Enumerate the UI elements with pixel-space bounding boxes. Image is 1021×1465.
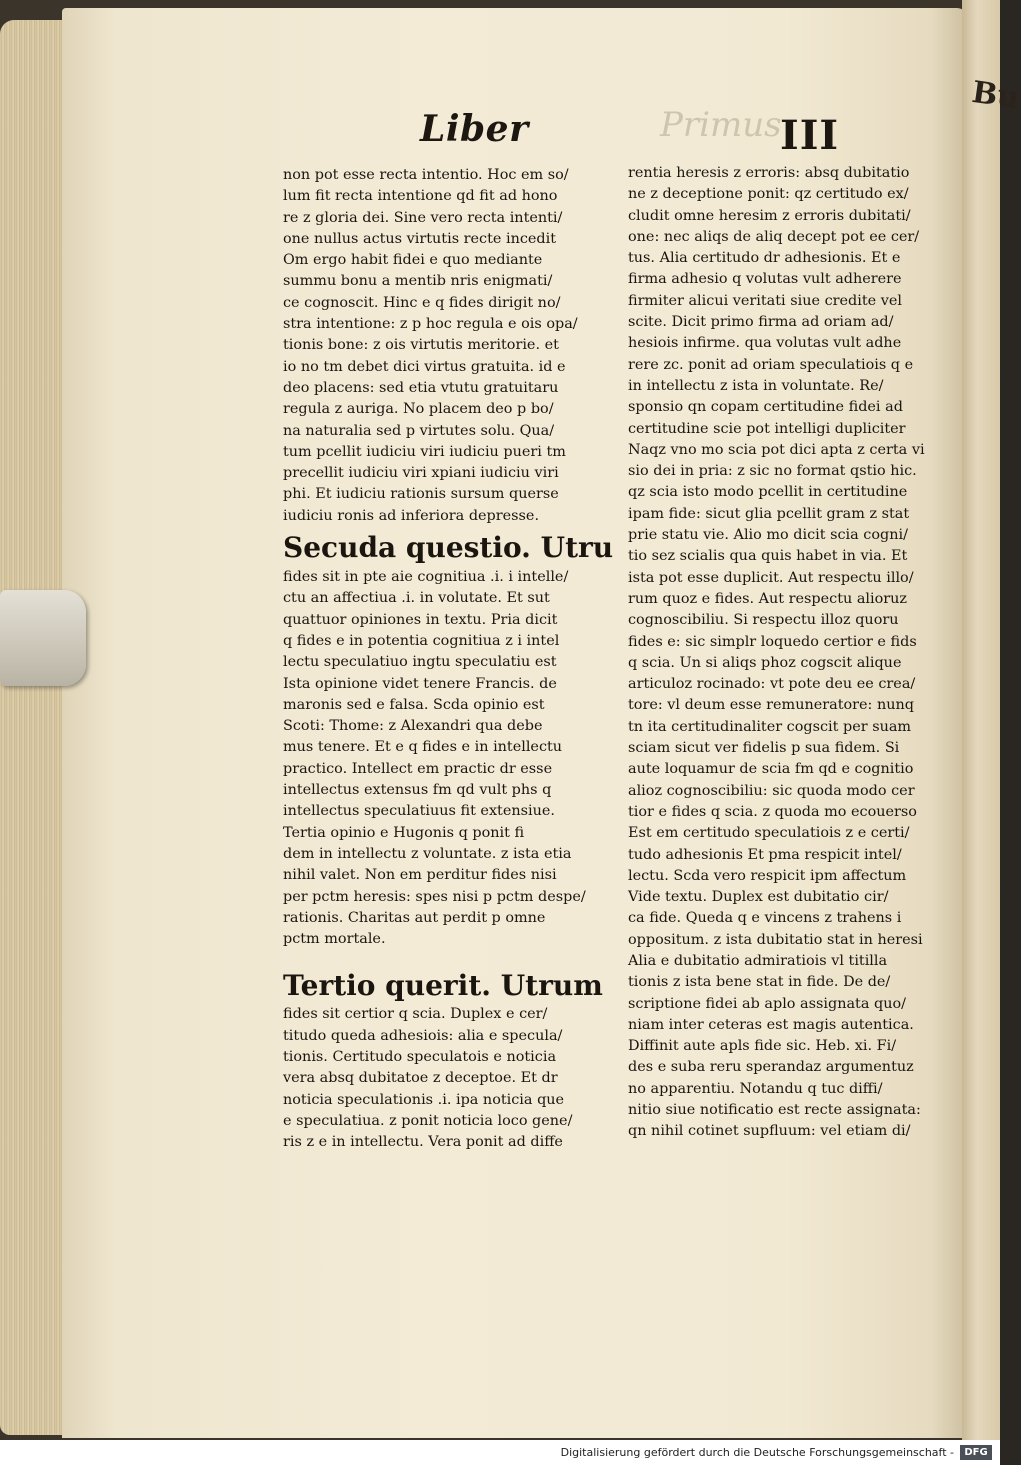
text-line: q fides e in potentia cognitiua z i intel [283, 632, 560, 649]
text-line: vera absq dubitatoe z deceptoe. Et dr [283, 1070, 558, 1087]
folio-number: III [780, 112, 840, 159]
text-line: ris z e in intellectu. Vera ponit ad diffe [283, 1134, 563, 1151]
page-stack-edges [0, 20, 62, 1435]
text-line: sponsio qn copam certitudine fidei ad [628, 399, 903, 416]
text-line: oppositum. z ista dubitatio stat in heresi [628, 931, 923, 948]
text-line: ipam fide: sicut glia pcellit gram z stat [628, 505, 910, 522]
text-line: Est em certitudo speculatiois z e certi/ [628, 825, 910, 842]
text-line: rationis. Charitas aut perdit p omne [283, 909, 546, 926]
heading-secunda-questio: Secuda questio. Utru [283, 531, 614, 565]
text-line: qz scia isto modo pcellit in certitudine [628, 484, 908, 501]
text-line: nitio siue notificatio est recte assignata: [628, 1102, 921, 1119]
text-line: tio sez scialis qua quis habet in via. Et [628, 548, 908, 565]
text-line: tum pcellit iudiciu viri iudiciu pueri tm [283, 443, 566, 460]
text-line: scriptione fidei ab aplo assignata quo/ [628, 995, 906, 1012]
text-line: titudo queda adhesiois: alia e specula/ [283, 1027, 563, 1044]
text-line: na naturalia sed p virtutes solu. Qua/ [283, 422, 555, 439]
text-line: stra intentione: z p hoc regula e ois opa/ [283, 316, 578, 333]
text-line: dem in intellectu z voluntate. z ista etia [283, 845, 572, 862]
text-line: one nullus actus virtutis recte incedit [283, 230, 557, 247]
facing-page-edge [962, 0, 1000, 1440]
text-line: lum fit recta intentione qd fit ad hono [283, 188, 558, 205]
text-line: pctm mortale. [283, 931, 386, 948]
text-line: rentia heresis z erroris: absq dubitatio [628, 165, 910, 181]
text-line: tudo adhesionis Et pma respicit intel/ [628, 846, 902, 863]
text-line: ca fide. Queda q e vincens z trahens i [628, 910, 902, 927]
text-line: phi. Et iudiciu rationis sursum querse [283, 486, 559, 503]
text-line: hesiois infirme. qua volutas vult adhe [628, 335, 902, 352]
text-line: qn nihil cotinet supfluum: vel etiam di/ [628, 1123, 911, 1140]
text-line: Scoti: Thome: z Alexandri qua debe [283, 718, 543, 735]
right-text-column [628, 163, 954, 1143]
text-line: lectu speculatiuo ingtu speculatiu est [283, 654, 557, 671]
text-line: ce cognoscit. Hinc e q fides dirigit no/ [283, 294, 561, 311]
left-block-second [283, 567, 617, 950]
left-block-first [283, 165, 617, 527]
text-line: per pctm heresis: spes nisi p pctm despe/ [283, 888, 586, 905]
text-line: Alia e dubitatio admiratiois vl titilla [628, 952, 888, 969]
text-line: intellectus speculatiuus fit extensiue. [283, 803, 555, 820]
text-line: sio dei in pria: z sic no format qstio hic. [628, 463, 917, 480]
text-line: noticia speculationis .i. ipa noticia que [283, 1091, 565, 1108]
text-line: io no tm debet dici virtus gratuita. id e [283, 358, 566, 375]
text-line: Vide textu. Duplex est dubitatio cir/ [628, 889, 889, 906]
text-line: ne z deceptione ponit: qz certitudo ex/ [628, 186, 909, 203]
text-line: aute loquamur de scia fm qd e cognitio [628, 761, 914, 778]
text-line: prie statu vie. Alio mo dicit scia cogni/ [628, 527, 908, 544]
footer-bar [0, 1440, 1000, 1465]
text-line: alioz cognoscibiliu: sic quoda modo cer [628, 782, 915, 799]
text-line: summu bonu a mentib nris enigmati/ [283, 273, 553, 290]
text-line: regula z auriga. No placem deo p bo/ [283, 401, 554, 418]
heading-tertio-queritur: Tertio querit. Utrum [283, 969, 603, 1003]
text-line: certitudine scie pot intelligi dupliciter [628, 420, 906, 437]
dfg-logo: DFG [960, 1445, 992, 1460]
text-line: non pot esse recta intentio. Hoc em so/ [283, 167, 569, 183]
text-line: des e suba reru sperandaz argumentuz [628, 1059, 914, 1076]
text-line: rere zc. ponit ad oriam speculatiois q e [628, 356, 914, 373]
text-line: one: nec aliqs de aliq decept pot ee cer/ [628, 228, 920, 245]
text-line: intellectus extensus fm qd vult phs q [283, 782, 552, 799]
text-line: mus tenere. Et e q fides e in intellectu [283, 739, 563, 756]
text-line: iudiciu ronis ad inferiora depresse. [283, 507, 540, 524]
text-line: articuloz rocinado: vt pote deu ee crea/ [628, 676, 916, 693]
text-line: e speculatiua. z ponit noticia loco gene/ [283, 1112, 573, 1129]
text-line: rum quoz e fides. Aut respectu alioruz [628, 590, 908, 607]
text-line: Diffinit aute apls fide sic. Heb. xi. Fi/ [628, 1038, 897, 1055]
text-line: quattuor opiniones in textu. Pria dicit [283, 611, 558, 628]
text-line: sciam sicut ver fidelis p sua fidem. Si [628, 740, 900, 757]
text-line: practico. Intellect em practic dr esse [283, 760, 553, 777]
text-line: precellit iudiciu viri xpiani iudiciu viri [283, 465, 559, 482]
text-line: cognoscibiliu. Si respectu illoz quoru [628, 612, 899, 629]
facing-page-initial: Bu [969, 74, 1021, 117]
text-line: deo placens: sed etia vtutu gratuitaru [283, 379, 559, 396]
text-line: maronis sed e falsa. Scda opinio est [283, 696, 545, 713]
text-line: tus. Alia certitudo dr adhesionis. Et e [628, 250, 901, 267]
text-line: q scia. Un si aliqs phoz cogscit alique [628, 654, 902, 671]
text-line: fides e: sic simplr loquedo certior e fids [628, 633, 917, 650]
text-line: no apparentiu. Notandu q tuc diffi/ [628, 1080, 883, 1097]
text-line: in intellectu z ista in voluntate. Re/ [628, 377, 884, 394]
show-through-text: Primus [660, 105, 782, 145]
text-line: tn ita certitudinaliter cogscit per suam [628, 718, 912, 735]
footer-credit-text: Digitalisierung gefördert durch die Deutsche Forschungsgemeinschaft - [560, 1446, 954, 1459]
text-line: tionis z ista bene stat in fide. De de/ [628, 974, 891, 991]
text-line: fides sit certior q scia. Duplex e cer/ [283, 1006, 548, 1023]
left-text-column [283, 165, 617, 1153]
text-line: lectu. Scda vero respicit ipm affectum [628, 867, 907, 884]
text-line: ctu an affectiua .i. in volutate. Et sut [283, 590, 550, 607]
text-line: Om ergo habit fidei e quo mediante [283, 252, 543, 269]
text-line: tionis. Certitudo speculatois e noticia [283, 1048, 557, 1065]
text-line: firmiter alicui veritati siue credite vel [628, 292, 902, 309]
text-line: firma adhesio q volutas vult adherere [628, 271, 902, 288]
text-line: cludit omne heresim z erroris dubitati/ [628, 207, 911, 224]
book-clasp [0, 590, 86, 686]
text-line: fides sit in pte aie cognitiua .i. i intelle/ [283, 569, 569, 586]
running-head-title: Liber [420, 108, 529, 150]
text-line: Naqz vno mo scia pot dici apta z certa vi [628, 441, 925, 458]
text-line: ista pot esse duplicit. Aut respectu illo/ [628, 569, 914, 586]
text-line: Ista opinione videt tenere Francis. de [283, 675, 557, 692]
text-line: nihil valet. Non em perditur fides nisi [283, 867, 557, 884]
text-line: tior e fides q scia. z quoda mo ecouerso [628, 803, 917, 820]
text-line: tore: vl deum esse remuneratore: nunq [628, 697, 914, 714]
text-line: tionis bone: z ois virtutis meritorie. et [283, 337, 559, 354]
text-line: re z gloria dei. Sine vero recta intenti/ [283, 209, 563, 226]
text-line: scite. Dicit primo firma ad oriam ad/ [628, 314, 894, 331]
left-block-third [283, 1004, 617, 1153]
text-line: niam inter ceteras est magis autentica. [628, 1016, 914, 1033]
text-line: Tertia opinio e Hugonis q ponit fi [283, 824, 525, 841]
